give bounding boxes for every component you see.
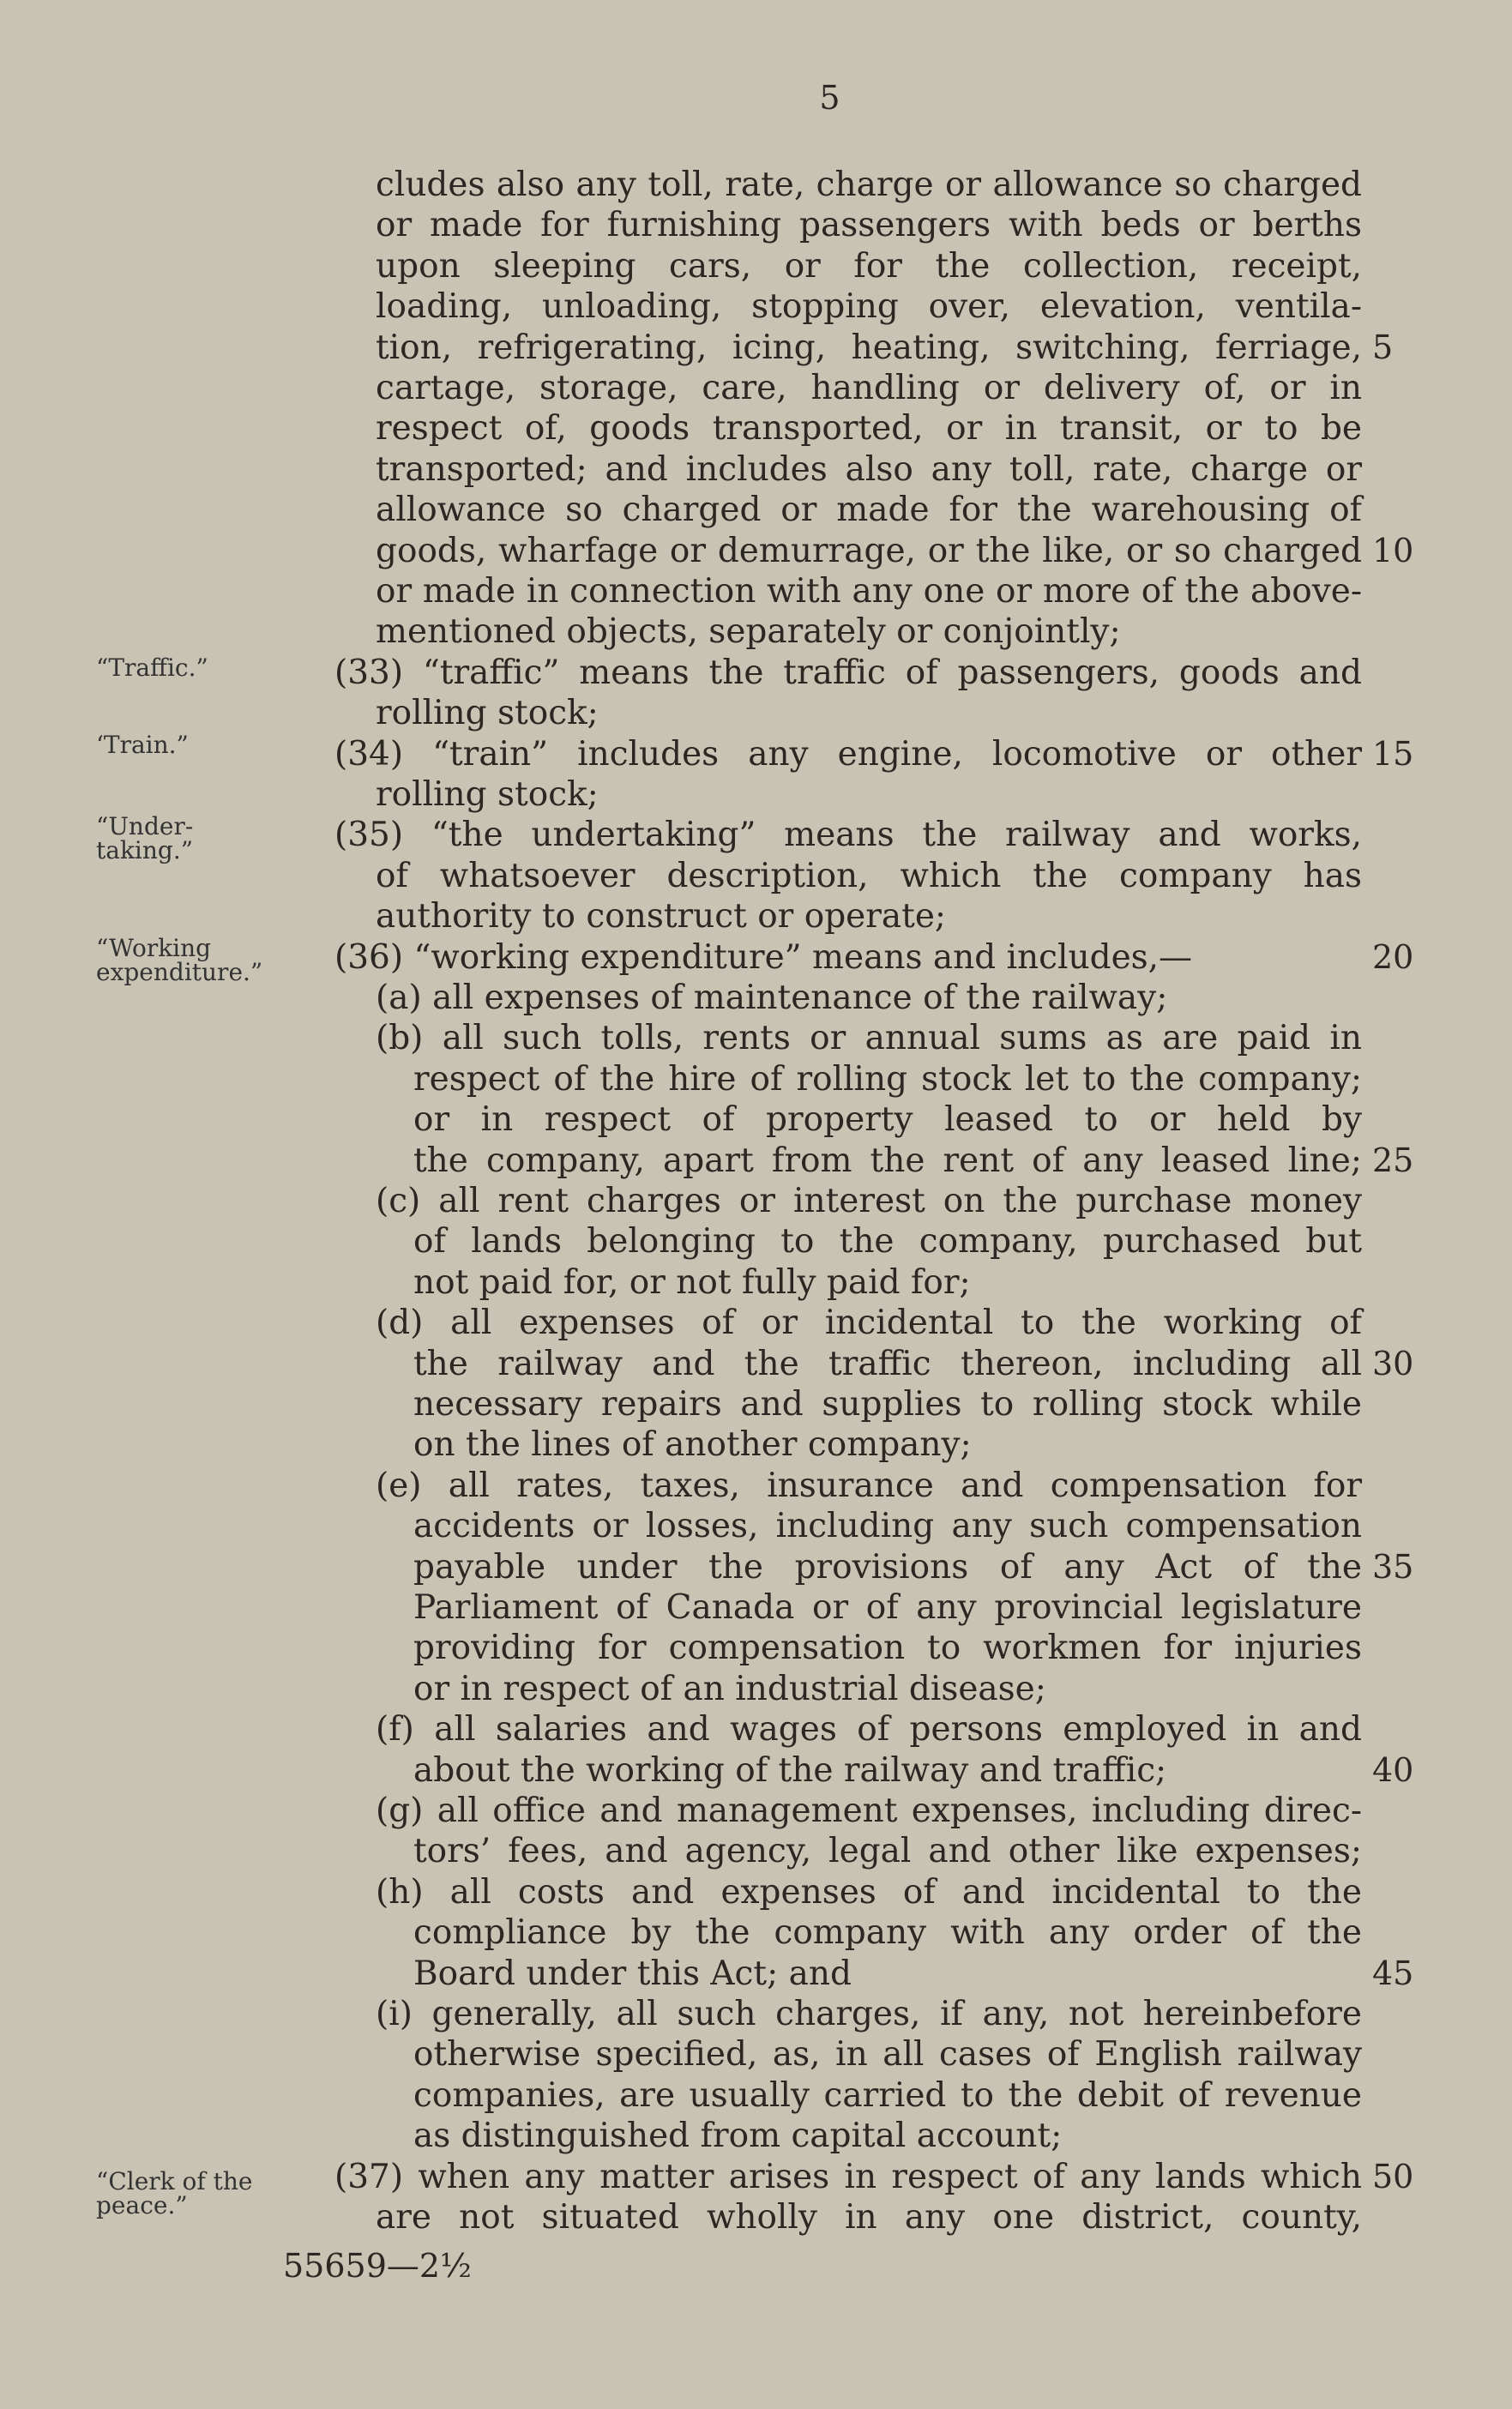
- text-line: (36) “working expenditure” means and includes,—: [334, 937, 1193, 977]
- text-line: loading, unloading, stopping over, elevation, ventila-: [376, 287, 1362, 327]
- line-number: 45: [1372, 1954, 1414, 1992]
- line-number: 20: [1372, 937, 1414, 976]
- text-line: on the lines of another company;: [413, 1425, 972, 1465]
- text-line: not paid for, or not fully paid for;: [413, 1262, 971, 1302]
- text-line: of lands belonging to the company, purchased but: [413, 1222, 1362, 1262]
- margin-note: “Traffic.”: [96, 653, 208, 682]
- text-line: tors’ fees, and agency, legal and other like expenses;: [413, 1832, 1362, 1871]
- text-line: (g) all office and management expenses, including direc-: [376, 1792, 1362, 1830]
- text-line: allowance so charged or made for the warehousing of: [376, 491, 1362, 530]
- text-line: about the working of the railway and traffic;: [413, 1750, 1167, 1790]
- text-line: respect of, goods transported, or in transit, or to be: [376, 409, 1362, 449]
- text-line: are not situated wholly in any one district, county,: [376, 2198, 1362, 2237]
- text-line: (i) generally, all such charges, if any, not hereinbefore: [376, 1995, 1362, 2033]
- text-line: (37) when any matter arises in respect of any lands which: [334, 2157, 1362, 2196]
- text-line: otherwise specified, as, in all cases of English railway: [413, 2035, 1362, 2075]
- text-line: rolling stock;: [376, 775, 599, 814]
- text-line: payable under the provisions of any Act of the: [413, 1547, 1362, 1587]
- text-line: providing for compensation to workmen for injuries: [413, 1629, 1362, 1668]
- printer-code: 55659—2½: [283, 2247, 472, 2285]
- margin-note: ‘Train.”: [96, 731, 189, 759]
- line-number: 5: [1372, 328, 1394, 366]
- line-number: 50: [1372, 2157, 1414, 2195]
- line-number: 35: [1372, 1547, 1414, 1586]
- text-line: cludes also any toll, rate, charge or allowance so charged: [376, 166, 1362, 204]
- text-line: of whatsoever description, which the company has: [376, 856, 1362, 895]
- text-line: goods, wharfage or demurrage, or the like, or so charged: [376, 531, 1362, 570]
- text-line: upon sleeping cars, or for the collection, receipt,: [376, 246, 1362, 286]
- line-number: 10: [1372, 531, 1414, 569]
- text-line: (d) all expenses of or incidental to the working of: [376, 1304, 1362, 1343]
- text-line: or in respect of an industrial disease;: [413, 1669, 1046, 1708]
- text-line: (e) all rates, taxes, insurance and compensation for: [376, 1466, 1362, 1505]
- text-line: accidents or losses, including any such compensation: [413, 1507, 1362, 1546]
- text-line: (h) all costs and expenses of and incidental to the: [376, 1872, 1362, 1912]
- text-line: or made for furnishing passengers with beds or berths: [376, 206, 1362, 245]
- text-line: (c) all rent charges or interest on the purchase money: [376, 1182, 1362, 1220]
- text-line: tion, refrigerating, icing, heating, switching, ferriage,: [376, 328, 1362, 367]
- line-number: 25: [1372, 1141, 1414, 1179]
- text-line: cartage, storage, care, handling or delivery of, or in: [376, 369, 1362, 407]
- text-line: the railway and the traffic thereon, including all: [413, 1344, 1362, 1383]
- text-line: mentioned objects, separately or conjointly;: [376, 612, 1121, 652]
- text-line: rolling stock;: [376, 694, 599, 733]
- text-line: (f) all salaries and wages of persons employed in and: [376, 1710, 1362, 1750]
- text-line: Board under this Act; and: [413, 1954, 852, 1993]
- text-line: necessary repairs and supplies to rolling stock while: [413, 1385, 1362, 1424]
- text-line: or made in connection with any one or more of the above-: [376, 572, 1362, 611]
- line-number: 40: [1372, 1750, 1414, 1789]
- text-line: or in respect of property leased to or held by: [413, 1100, 1362, 1140]
- line-number: 30: [1372, 1344, 1414, 1382]
- line-number: 15: [1372, 734, 1414, 773]
- margin-note: “Clerk of the peace.”: [96, 2167, 253, 2219]
- text-line: respect of the hire of rolling stock let to the company;: [413, 1059, 1362, 1099]
- text-line: authority to construct or operate;: [376, 897, 947, 936]
- text-line: Parliament of Canada or of any provincial legislature: [413, 1588, 1362, 1627]
- margin-note: “Under- taking.”: [96, 812, 194, 864]
- text-line: (35) “the undertaking” means the railway and works,: [334, 816, 1362, 855]
- text-line: as distinguished from capital account;: [413, 2117, 1063, 2156]
- text-line: (34) “train” includes any engine, locomotive or other: [334, 734, 1362, 774]
- page-number: 5: [819, 79, 840, 117]
- text-line: transported; and includes also any toll, rate, charge or: [376, 449, 1362, 489]
- text-line: (b) all such tolls, rents or annual sums as are paid in: [376, 1019, 1362, 1058]
- margin-note: “Working expenditure.”: [96, 934, 263, 986]
- text-line: the company, apart from the rent of any leased line;: [413, 1141, 1362, 1180]
- text-line: companies, are usually carried to the debit of revenue: [413, 2075, 1362, 2115]
- text-line: compliance by the company with any order of the: [413, 1913, 1362, 1953]
- text-line: (33) “traffic” means the traffic of passengers, goods and: [334, 653, 1362, 692]
- text-line: (a) all expenses of maintenance of the railway;: [376, 979, 1168, 1017]
